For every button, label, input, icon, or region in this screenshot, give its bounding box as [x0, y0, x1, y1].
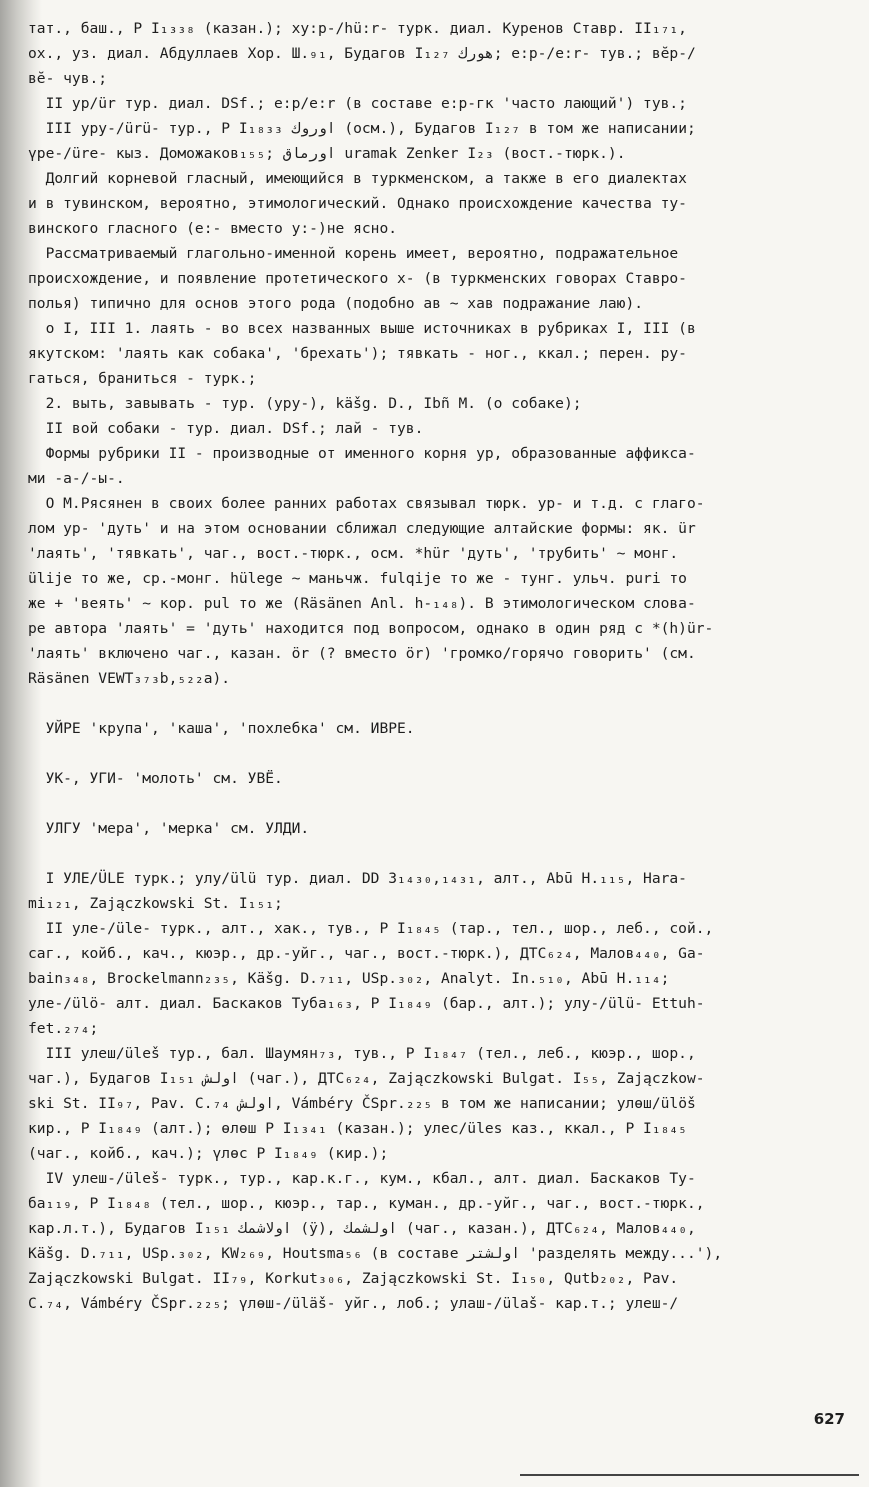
- page-number: 627: [813, 1410, 845, 1428]
- text-line: Räsänen VEWT₃₇₃b,₅₂₂a).: [28, 670, 231, 687]
- text-line: II уле-/üle- турк., алт., хак., тув., Р I₁₈₄₅ (тар., тел., шор., леб., сой.,: [28, 920, 714, 937]
- text-line: ба₁₁₉, Р I₁₈₄₈ (тел., шор., кюэр., тар., куман., др.-уйг., чаг., вост.-тюрк.,: [28, 1195, 705, 1212]
- text-line: mi₁₂₁, Zajączkowski St. I₁₅₁;: [28, 895, 283, 912]
- text-line: о I, III 1. лаять - во всех названных выше источниках в рубриках I, III (в: [28, 320, 696, 337]
- text-line: Zajączkowski Bulgat. II₇₉, Korkut₃₀₆, Zajączkowski St. I₁₅₀, Qutb₂₀₂, Pav.: [28, 1270, 679, 1287]
- text-line: ре автора 'лаять' = 'дуть' находится под вопросом, однако в один ряд с *(h)ür-: [28, 620, 714, 637]
- text-line: кир., Р I₁₈₄₉ (алт.); өлөш Р I₁₃₄₁ (казан.); улес/üles каз., ккал., Р I₁₈₄₅: [28, 1120, 687, 1137]
- text-line: үре-/üre- кыз. Доможаков₁₅₅; اورماق uramak Zenker I₂₃ (вост.-тюрк.).: [28, 145, 626, 162]
- text-line: уле-/ülö- алт. диал. Баскаков Туба₁₆₃, Р I₁₈₄₉ (бар., алт.); улу-/ülü- Ettuh-: [28, 995, 705, 1012]
- bottom-rule: [520, 1474, 859, 1476]
- text-line: fet.₂₇₄;: [28, 1020, 99, 1037]
- text-line: УЙРЕ 'крупа', 'каша', 'похлебка' см. ИВРЕ.: [28, 720, 415, 737]
- text-line: [28, 741, 863, 766]
- text-line: винского гласного (e:- вместо y:-)не ясно.: [28, 220, 398, 237]
- text-line: УЛГУ 'мера', 'мерка' см. УЛДИ.: [28, 820, 310, 837]
- text-line: Рассматриваемый глагольно-именной корень имеет, вероятно, подражательное: [28, 245, 679, 262]
- dictionary-page-body: [28, 16, 863, 1316]
- text-line: [28, 691, 863, 716]
- text-line: ox., уз. диал. Абдуллаев Хор. Ш.₉₁, Будагов I₁₂₇ هورك; e:p-/e:r- тув.; вӗр-/: [28, 45, 696, 62]
- text-line: (чаг., койб., кач.); үлөс Р I₁₈₄₉ (кир.);: [28, 1145, 389, 1162]
- text-line: Käšg. D.₇₁₁, USp.₃₀₂, KW₂₆₉, Houtsma₅₆ (в составе اولشتر 'разделять между...'),: [28, 1245, 723, 1262]
- text-line: [28, 791, 863, 816]
- text-line: чаг.), Будагов I₁₅₁ اولش (чаг.), ДТС₆₂₄, Zajączkowski Bulgat. I₅₅, Zajączkow-: [28, 1070, 705, 1087]
- text-line: лом ур- 'дуть' и на этом основании сближал следующие алтайские формы: як. ür: [28, 520, 696, 537]
- text-line: ми -а-/-ы-.: [28, 470, 125, 487]
- text-line: ülije то же, ср.-монг. hülege ~ маньчж. fulqije то же - тунг. ульч. puri то: [28, 570, 687, 587]
- text-line: Долгий корневой гласный, имеющийся в туркменском, а также в его диалектах: [28, 170, 687, 187]
- text-line: II вой собаки - тур. диал. DSf.; лай - тув.: [28, 420, 424, 437]
- text-line: якутском: 'лаять как собака', 'брехать'); тявкать - ног., ккал.; перен. ру-: [28, 345, 687, 362]
- text-line: I УЛЕ/ÜLE турк.; улу/ülü тур. диал. DD 3₁₄₃₀,₁₄₃₁, алт., Abū H.₁₁₅, Hara-: [28, 870, 687, 887]
- text-line: О М.Рясянен в своих более ранних работах связывал тюрк. ур- и т.д. с глаго-: [28, 495, 705, 512]
- text-line: гаться, браниться - турк.;: [28, 370, 257, 387]
- text-line: II ур/ür тур. диал. DSf.; e:p/e:r (в составе e:p-гк 'часто лающий') тув.;: [28, 95, 687, 112]
- text-line: III улеш/üleš тур., бал. Шаумян₇₃, тув., Р I₁₈₄₇ (тел., леб., кюэр., шор.,: [28, 1045, 696, 1062]
- text-line: ski St. II₉₇, Pav. C.₇₄ اولش, Vámbéry ČSpr.₂₂₅ в том же написании; улөш/ülöš: [28, 1095, 696, 1112]
- text-line: тат., баш., Р I₁₃₃₈ (казан.); xy:p-/hü:r- турк. диал. Куренов Ставр. II₁₇₁,: [28, 20, 687, 37]
- text-line: и в тувинском, вероятно, этимологический. Однако происхождение качества ту-: [28, 195, 687, 212]
- text-line: III урy-/ürü- тур., Р I₁₈₃₃ اوروك (осм.), Будагов I₁₂₇ в том же написании;: [28, 120, 696, 137]
- text-line: IV улеш-/üleš- турк., тур., кар.к.г., кум., кбал., алт. диал. Баскаков Ту-: [28, 1170, 696, 1187]
- text-line: Формы рубрики II - производные от именного корня ур, образованные аффикса-: [28, 445, 696, 462]
- text-line: полья) типично для основ этого рода (подобно ав ~ хав подражание лаю).: [28, 295, 644, 312]
- text-line: саг., койб., кач., кюэр., др.-уйг., чаг., вост.-тюрк.), ДТС₆₂₄, Малов₄₄₀, Ga-: [28, 945, 705, 962]
- text-line: УК-, УГИ- 'молоть' см. УВЁ.: [28, 770, 283, 787]
- text-line: 'лаять', 'тявкать', чаг., вост.-тюрк., осм. *hür 'дуть', 'трубить' ~ монг.: [28, 545, 679, 562]
- text-line: C.₇₄, Vámbéry ČSpr.₂₂₅; үлөш-/üläš- уйг., лоб.; улаш-/ülaš- кар.т.; улеш-/: [28, 1295, 679, 1312]
- text-line: же + 'веять' ~ кор. pul то же (Räsänen Anl. h-₁₄₈). В этимологическом слова-: [28, 595, 696, 612]
- text-line: 2. выть, завывать - тур. (урy-), käšg. D., Ibñ M. (о собаке);: [28, 395, 582, 412]
- text-line: вӗ- чув.;: [28, 70, 108, 87]
- text-line: 'лаять' включено чаг., казан. ӧr (? вместо ör) 'громко/горячо говорить' (см.: [28, 645, 696, 662]
- text-line: bain₃₄₈, Brockelmann₂₃₅, Käšg. D.₇₁₁, USp.₃₀₂, Analyt. In.₅₁₀, Abū H.₁₁₄;: [28, 970, 670, 987]
- text-line: происхождение, и появление протетического x- (в туркменских говорах Ставро-: [28, 270, 687, 287]
- text-line: кар.л.т.), Будагов I₁₅₁ اولاشمك (ÿ), اولشمك (чаг., казан.), ДТС₆₂₄, Малов₄₄₀,: [28, 1220, 696, 1237]
- text-line: [28, 841, 863, 866]
